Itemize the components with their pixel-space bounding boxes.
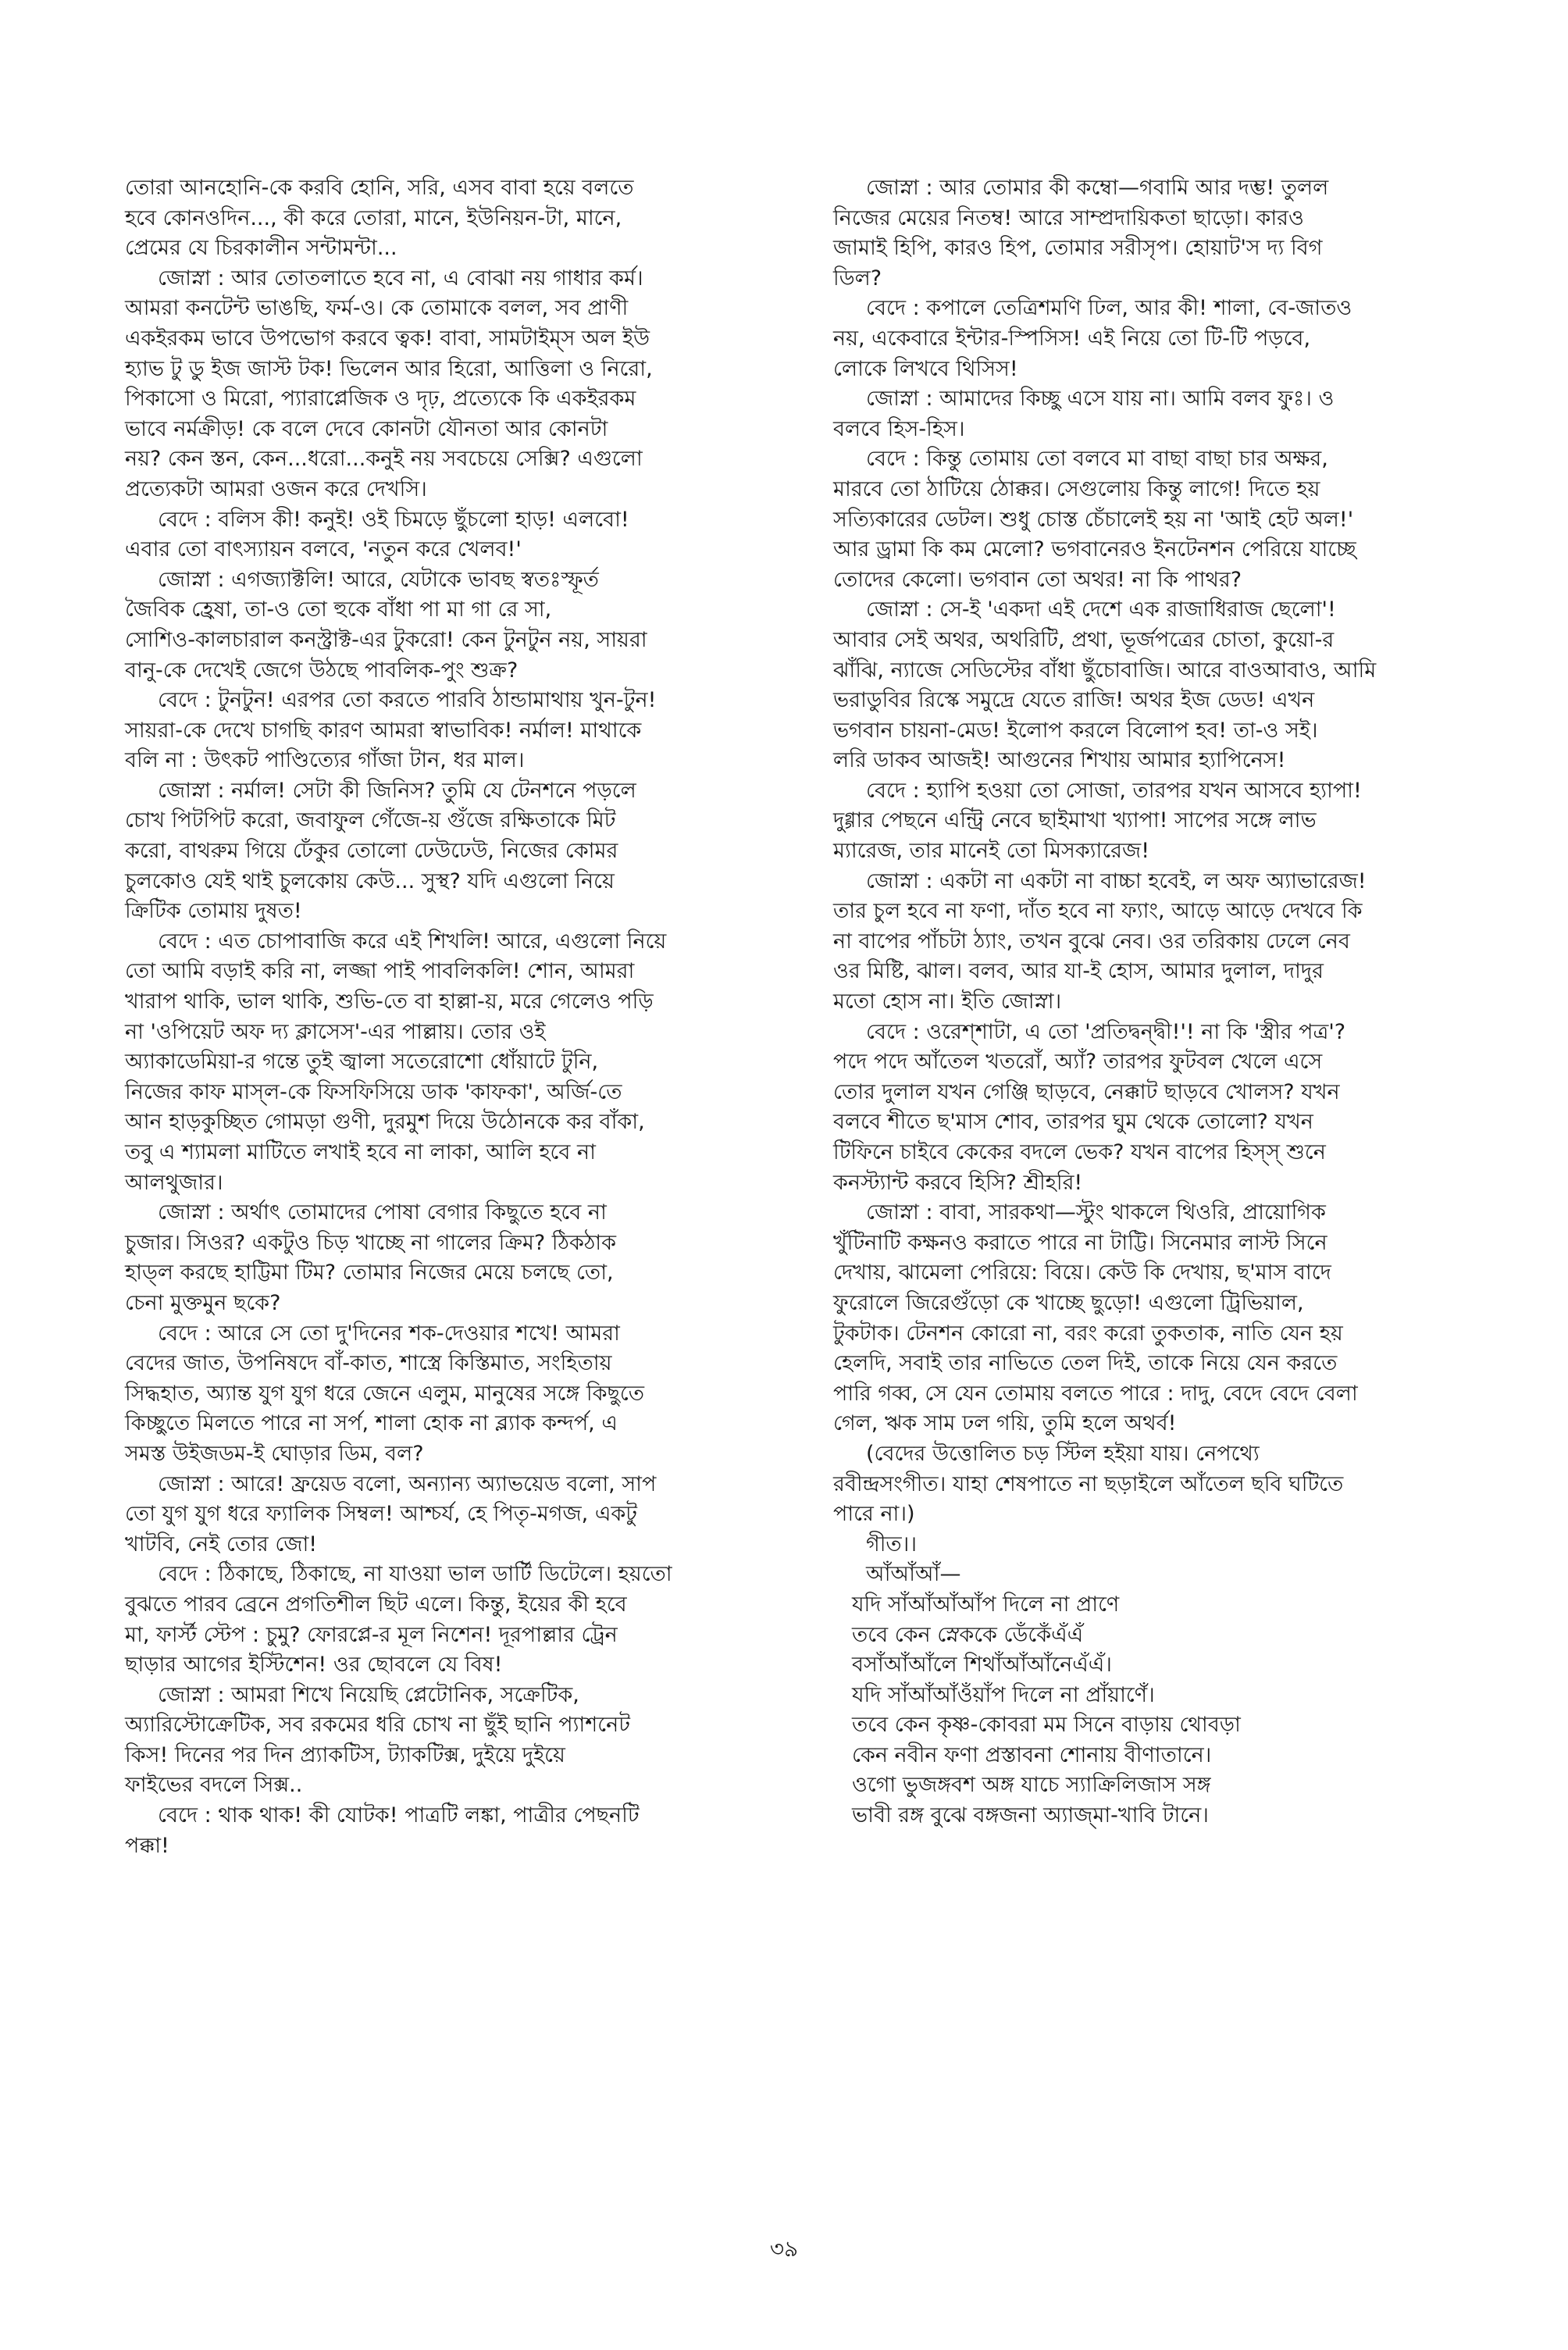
text-line: তোরা আনহোনি-কে করবি হোনি, সরি, এসব বাবা হয়ে বলতে xyxy=(125,176,634,200)
text-line: তো যুগ যুগ ধরে ফ্যালিক সিম্বল! আশ্চর্য, হে পিতৃ-মগজ, একটু xyxy=(125,1502,637,1527)
text-line: প্রত্যেকটা আমরা ওজন করে দেখসি। xyxy=(125,476,427,501)
text-line: জোস্না : আর তোতলাতে হবে না, এ বোঝা নয় গাধার কর্ম। xyxy=(158,266,643,291)
text-line: পক্কা! xyxy=(125,1833,169,1858)
text-line: বেদে : ঠিকাছে, ঠিকাছে, না যাওয়া ভাল ডার্টি ডিটেলে। হয়তো xyxy=(158,1562,672,1587)
text-line: হ্যাভ টু ডু ইজ জাস্ট টক! ভিলেন আর হিরো, আত্তিলা ও নিরো, xyxy=(125,356,653,381)
text-line: জোস্না : নর্মাল! সেটা কী জিনিস? তুমি যে টেনশনে পড়লে xyxy=(158,778,636,803)
text-line: বলি না : উৎকট পাণ্ডিত্যের গাঁজা টান, ধর মাল। xyxy=(125,748,525,773)
verse-line: বসাঁআঁআঁলে শিথাঁআঁআঁনেএঁএঁ। xyxy=(852,1653,1112,1678)
text-line: ফাইভের বদলে সিক্স.. xyxy=(125,1773,303,1798)
text-line: জোস্না : বাবা, সারকথা—স্টুং থাকলে থিওরি, প্রায়োগিক xyxy=(866,1200,1326,1225)
text-line: সমস্ত উইজডম-ই ঘোড়ার ডিম, বল? xyxy=(125,1441,424,1466)
text-line: বেদে : হ্যাপি হওয়া তো সোজা, তারপর যখন আসবে হ্যাপা! xyxy=(866,778,1362,803)
text-line: বলবে হিস-হিস। xyxy=(833,416,965,441)
verse-line: ওগো ভুজঙ্গবশ অঙ্গ যাচে স্যাক্রিলিজাস সঙ্গ xyxy=(852,1773,1211,1798)
text-line: টুকটাক। টেনশন কোরো না, বরং করো তুকতাক, নাতি যেন হয় xyxy=(833,1321,1343,1346)
text-line: অ্যারিস্টোক্রেটিক, সব রকমের ধরি চোখ না ছুঁই ছানি প্যাশনেট xyxy=(125,1713,630,1738)
text-line: তবু এ শ্যামলা মাটিতে লখাই হবে না লাকা, আলি হবে না xyxy=(125,1140,596,1164)
text-line: লরি ডাকব আজই! আগুনের শিখায় আমার হ্যাপিনেস! xyxy=(833,748,1286,773)
text-line: জামাই হিপি, কারও হিপ, তোমার সরীসৃপ। হোয়াট'স দ্য বিগ xyxy=(833,236,1323,261)
text-line: ক্রিটিক তোমায় দুষত! xyxy=(125,899,302,924)
text-line: না বাপের পাঁচটা ঠ্যাং, তখন বুঝে নেব। ওর তরিকায় ঢেলে নেব xyxy=(833,929,1350,954)
text-line: তার চুল হবে না ফণা, দাঁত হবে না ফ্যাং, আড়ে আড়ে দেখবে কি xyxy=(833,899,1363,924)
text-line: করো, বাথরুম গিয়ে ঢেঁকুর তোলো ঢেউঢেউ, নিজের কোমর xyxy=(125,839,618,864)
text-line: বেদে : টুনটুন! এরপর তো করতে পারবি ঠান্ডামাথায় খুন-টুন! xyxy=(158,688,657,713)
text-line: ছাড়ার আগের ইস্টিশেন! ওর ছোবলে যে বিষ! xyxy=(125,1653,503,1678)
text-line: জোস্না : আমরা শিখে নিয়েছি প্লেটোনিক, সক্রেটিক, xyxy=(158,1682,579,1707)
text-line: নিজের মেয়ের নিতম্ব! আরে সাম্প্রদায়িকতা ছাড়ো। কারও xyxy=(833,205,1304,230)
text-line: পদে পদে আঁতেল খতরোঁ, অ্যাঁ? তারপর ফুটবল খেলে এসে xyxy=(833,1050,1323,1075)
text-line: চুলকোও যেই থাই চুলকোয় কেউ... সুস্থ? যদি এগুলো নিয়ে xyxy=(125,868,615,893)
text-line: সিদ্ধহাত, অ্যান্ত যুগ যুগ ধরে জেনে এলুম, মানুষের সঙ্গে কিছুতে xyxy=(125,1381,644,1406)
text-line: বেদে : কপালে তেত্রিশমণি ঢিল, আর কী! শালা, বে-জাতও xyxy=(866,296,1352,321)
text-line: গেল, ঋক সাম ঢল গয়ি, তুমি হলে অথর্ব! xyxy=(833,1411,1177,1436)
text-line: সত্যিকারের ডেটল। শুধু চোস্ত চেঁচালেই হয় না 'আই হেট অল!' xyxy=(833,507,1354,532)
text-line: কিচ্ছুতে মিলতে পারে না সর্প, শালা হোক না ব্ল্যাক কন্দর্প, এ xyxy=(125,1411,618,1436)
verse-line: তবে কেন স্নেককে ডেঁকেঁএঁএঁ xyxy=(852,1622,1084,1647)
text-line: জোস্না : এগজ্যাক্টলি! আরে, যেটাকে ভাবছ স্বতঃস্ফূর্ত xyxy=(158,567,599,592)
text-line: বেদে : কিন্তু তোমায় তো বলবে মা বাছা বাছা চার অক্ষর, xyxy=(866,447,1328,472)
verse-line: কেন নবীন ফণা প্রস্তাবনা শোনায় বীণাতানে। xyxy=(852,1742,1212,1767)
verse-line: তবে কেন কৃষ্ণ-কোবরা মম সিনে বাড়ায় থোবড়া xyxy=(852,1713,1241,1738)
text-line: পারে না।) xyxy=(833,1502,915,1527)
text-line: বলবে শীতে ছ'মাস শোব, তারপর ঘুম থেকে তোলো? যখন xyxy=(833,1110,1313,1135)
text-line: বেদে : আরে সে তো দু'দিনের শক-দেওয়ার শখে! আমরা xyxy=(158,1321,620,1346)
text-line: একইরকম ভাবে উপভোগ করবে ত্বক! বাবা, সামটাইম্স অল ইউ xyxy=(125,326,650,351)
text-line: মতো হোস না। ইতি জোস্না। xyxy=(833,990,1062,1015)
text-line: হাড্ল করছে হাট্টিমা টিম? তোমার নিজের মেয়ে চলছে তো, xyxy=(125,1261,614,1286)
text-line: আঁআঁআঁ— xyxy=(866,1562,961,1587)
text-line: জৈবিক হ্রেষা, তা-ও তো হুকে বাঁধা পা মা গা রে সা, xyxy=(125,597,552,622)
text-line: চোখ পিটপিট করো, জবাফুল গেঁজে-য় গুঁজে রক্ষিতাকে মিট xyxy=(125,808,616,833)
text-line: ঝাঁঝি, ন্যাজে সেডিস্টের বাঁধা ছুঁচোবাজি। আরে বাওআবাও, আমি xyxy=(833,658,1377,683)
text-line: তোর দুলাল যখন গেঞ্জি ছাড়বে, নেক্কাট ছাড়বে খোলস? যখন xyxy=(833,1079,1340,1104)
text-line: খারাপ থাকি, ভাল থাকি, শুভি-তে বা হাল্লা-য়, মরে গেলেও পড়ি xyxy=(125,990,654,1015)
text-line: ভাবে নর্মক্রীড়! কে বলে দেবে কোনটা যৌনতা আর কোনটা xyxy=(125,416,608,441)
text-line: খুঁটিনাটি কক্ষনও করাতে পারে না টাট্টি। সিনেমার লাস্ট সিনে xyxy=(833,1230,1327,1255)
text-line: মারবে তো ঠাটিয়ে ঠোক্কর। সেগুলোয় কিন্তু লাগে! দিতে হয় xyxy=(833,476,1320,501)
text-line: বেদে : থাক থাক! কী যোটক! পাত্রটি লঙ্কা, পাত্রীর পেছনটি xyxy=(158,1803,640,1828)
text-line: টিফিনে চাইবে কেকের বদলে ভেক? যখন বাপের হিস্‌স্ শুনে xyxy=(833,1140,1326,1164)
text-line: আর ড্রামা কি কম মেলো? ভগবানেরও ইনটেনশন পেরিয়ে যাচ্ছে xyxy=(833,537,1356,562)
text-line: (বেদের উত্তোলিত চড় স্টিল হইয়া যায়। নেপথ্যে xyxy=(866,1441,1260,1466)
text-line: জোস্না : অর্থাৎ তোমাদের পোষা বেগার কিছুতে হবে না xyxy=(158,1200,607,1225)
text-line: আমরা কনটেন্ট ভাঙছি, ফর্ম-ও। কে তোমাকে বলল, সব প্রাণী xyxy=(125,296,629,321)
text-line: নয়, একেবারে ইন্টার-স্পিসিস! এই নিয়ে তো টি-টি পড়বে, xyxy=(833,326,1311,351)
text-line: প্রেমের যে চিরকালীন সন্টামন্টা... xyxy=(125,236,397,261)
text-line: পারি গব্ব, সে যেন তোমায় বলতে পারে : দাদু, বেদে বেদে বেলা xyxy=(833,1381,1358,1406)
text-line: এবার তো বাৎস্যায়ন বলবে, 'নতুন করে খেলব!' xyxy=(125,537,522,562)
page-number: ৩৯ xyxy=(769,2236,799,2262)
text-line: মা, ফার্স্ট স্টেপ : চুমু? ফোরপ্লে-র মূল নিশেন! দূরপাল্লার ট্রেন xyxy=(125,1622,618,1647)
text-line: জোস্না : সে-ই 'একদা এই দেশে এক রাজাধিরাজ ছেলো'! xyxy=(866,597,1336,622)
text-line: ম্যারেজ, তার মানেই তো মিসক্যারেজ! xyxy=(833,839,1150,864)
text-line: বুঝতে পারব ব্রেনে প্রগতিশীল ছিট এলে। কিন্তু, ইয়ের কী হবে xyxy=(125,1592,627,1617)
verse-line: ভাবী রঙ্গ বুঝে বঙ্গজনা অ্যাজ্মা-খাবি টানে। xyxy=(852,1803,1209,1828)
text-line: তোদের কেলো। ভগবান তো অথর! না কি পাথর? xyxy=(833,567,1242,592)
text-line: বেদে : এত চোপাবাজি করে এই শিখলি! আরে, এগুলো নিয়ে xyxy=(158,929,667,954)
text-line: বেদে : ওরেশ্শাটা, এ তো 'প্রতিদ্বন্দ্বী!'! না কি 'স্ত্রীর পত্র'? xyxy=(866,1019,1346,1044)
verse-line: যদি সাঁআঁআঁওঁয়াঁপ দিলে না প্রাঁয়াণেঁ। xyxy=(852,1682,1155,1707)
text-line: নয়? কেন স্তন, কেন...ধরো...কনুই নয় সবচেয়ে সেক্সি? এগুলো xyxy=(125,447,643,472)
text-line: তো আমি বড়াই করি না, লজ্জা পাই পাবলিকলি! শোন, আমরা xyxy=(125,959,635,984)
text-line: ওর মিষ্টি, ঝাল। বলব, আর যা-ই হোস, আমার দুলাল, দাদুর xyxy=(833,959,1324,984)
text-line: আবার সেই অথর, অথরিটি, প্রথা, ভূর্জপত্রের চোতা, কুয়ো-র xyxy=(833,627,1335,652)
text-line: ফুরোলে জিরেগুঁড়ো কে খাচ্ছে ছুড়ো! এগুলো ট্রিভিয়াল, xyxy=(833,1290,1304,1315)
text-line: বানু-কে দেখেই জেগে উঠছে পাবলিক-পুং শুক্র? xyxy=(125,658,519,683)
text-line: ভরাডুবির রিস্কে সমুদ্রে যেতে রাজি! অথর ইজ ডেড! এখন xyxy=(833,688,1315,713)
text-line: কিস! দিনের পর দিন প্র্যাকটিস, ট্যাকটিক্স, দুইয়ে দুইয়ে xyxy=(125,1742,565,1767)
text-line: গীত।। xyxy=(866,1532,917,1557)
text-line: না 'ওপিয়েট অফ দ্য ক্লাসেস'-এর পাল্লায়। তোর ওই xyxy=(125,1019,546,1044)
text-line: চুজার। সিওর? একটুও চিড় খাচ্ছে না গালের ক্রিম? ঠিকঠাক xyxy=(125,1230,616,1255)
text-line: জোস্না : আরে! ফ্রয়েড বলো, অন্যান্য অ্যাভয়েড বলো, সাপ xyxy=(158,1471,657,1496)
text-line: রবীন্দ্রসংগীত। যাহা শেষপাতে না ছড়াইলে আঁতেল ছবি ঘটিতে xyxy=(833,1471,1344,1496)
text-line: অ্যাকাডেমিয়া-র গন্তে তুই জ্বালা সতেরোশো ধোঁয়াটে টুনি, xyxy=(125,1050,599,1075)
text-line: বেদের জাত, উপনিষদে বাঁ-কাত, শাস্ত্রে কিস্তিমাত, সংহিতায় xyxy=(125,1351,612,1376)
text-line: দেখায়, ঝামেলা পেরিয়ে: বিয়ে। কেউ কি দেখায়, ছ'মাস বাদে xyxy=(833,1261,1331,1286)
text-line: পিকাসো ও মিরো, প্যারাপ্লেজিক ও দৃঢ়, প্রত্যেকে কি একইরকম xyxy=(125,387,636,412)
text-line: জোস্না : একটা না একটা না বাচ্চা হবেই, ল অফ অ্যাভারেজ! xyxy=(866,868,1367,893)
right-column xyxy=(833,173,1481,1831)
text-line: হবে কোনওদিন..., কী করে তোরা, মানে, ইউনিয়ন-টা, মানে, xyxy=(125,205,622,230)
text-line: দুগ্গার পেছনে এন্ট্রি নেবে ছাইমাখা খ্যাপা! সাপের সঙ্গে লাভ xyxy=(833,808,1317,833)
left-column xyxy=(125,173,781,1861)
verse-line: যদি সাঁআঁআঁআঁপ দিলে না প্রাণে xyxy=(852,1592,1120,1617)
text-line: আন হাড়কুচ্ছিত গোমড়া গুণী, দুরমুশ দিয়ে উঠোনকে কর বাঁকা, xyxy=(125,1110,645,1135)
text-line: জোস্না : আর তোমার কী কম্বো—গবামি আর দম্ভ! তুলল xyxy=(866,176,1329,200)
text-line: জোস্না : আমাদের কিচ্ছু এসে যায় না। আমি বলব ফুঃ। ও xyxy=(866,387,1335,412)
text-line: ভগবান চায়না-মেড! ইলোপ করলে বিলোপ হব! তা-ও সই। xyxy=(833,718,1318,743)
text-line: আলথুজার। xyxy=(125,1170,223,1195)
text-line: চেনা মুক্তমুন ছকে? xyxy=(125,1290,281,1315)
text-line: সোশিও-কালচারাল কনস্ট্রাক্ট-এর টুকরো! কেন টুনটুন নয়, সায়রা xyxy=(125,627,647,652)
text-line: নিজের কাফ মাস্‌ল-কে ফিসফিসিয়ে ডাক 'কাফকা', অর্জি-তে xyxy=(125,1079,622,1104)
text-line: কনস্ট্যান্ট করবে হিসি? শ্রীহরি! xyxy=(833,1170,1083,1195)
text-line: লোকে লিখবে থিসিস! xyxy=(833,356,1018,381)
text-line: ডিল? xyxy=(833,266,882,291)
text-line: হেলদি, সবাই তার নাভিতে তেল দিই, তাকে নিয়ে যেন করতে xyxy=(833,1351,1338,1376)
text-line: সায়রা-কে দেখে চাগছি কারণ আমরা স্বাভাবিক! নর্মাল! মাথাকে xyxy=(125,718,642,743)
text-line: খাটবি, নেই তোর জো! xyxy=(125,1532,318,1557)
text-line: বেদে : বলিস কী! কনুই! ওই চিমড়ে ছুঁচলো হাড়! এলবো! xyxy=(158,507,629,532)
